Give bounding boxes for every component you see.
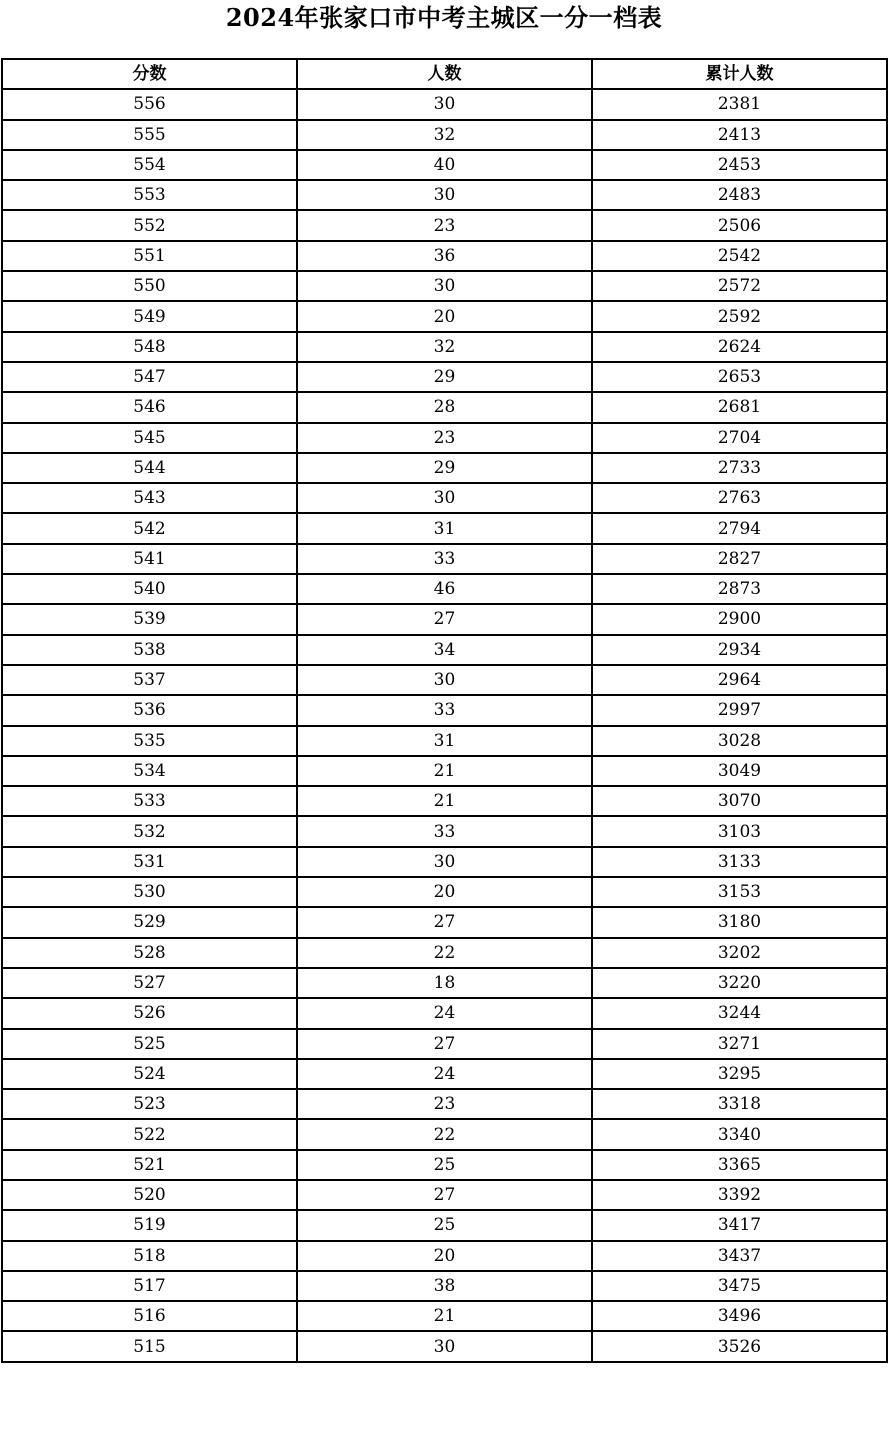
cell-cumulative: 3475 bbox=[592, 1271, 887, 1301]
cell-count: 27 bbox=[297, 1029, 592, 1059]
cell-count: 27 bbox=[297, 1180, 592, 1210]
table-row bbox=[2, 1301, 887, 1331]
cell-count: 20 bbox=[297, 877, 592, 907]
table-row bbox=[2, 1210, 887, 1240]
cell-cumulative: 3526 bbox=[592, 1331, 887, 1361]
cell-cumulative: 2763 bbox=[592, 483, 887, 513]
cell-score: 534 bbox=[2, 756, 297, 786]
table-row bbox=[2, 1271, 887, 1301]
cell-count: 27 bbox=[297, 907, 592, 937]
cell-cumulative: 2483 bbox=[592, 180, 887, 210]
cell-cumulative: 3244 bbox=[592, 998, 887, 1028]
table-row bbox=[2, 362, 887, 392]
cell-cumulative: 3340 bbox=[592, 1119, 887, 1149]
table-row bbox=[2, 968, 887, 998]
cell-count: 32 bbox=[297, 332, 592, 362]
cell-count: 21 bbox=[297, 1301, 592, 1331]
cell-score: 521 bbox=[2, 1150, 297, 1180]
cell-cumulative: 2964 bbox=[592, 665, 887, 695]
table-row bbox=[2, 392, 887, 422]
cell-score: 533 bbox=[2, 786, 297, 816]
cell-count: 27 bbox=[297, 604, 592, 634]
cell-score: 525 bbox=[2, 1029, 297, 1059]
cell-cumulative: 3392 bbox=[592, 1180, 887, 1210]
cell-cumulative: 2794 bbox=[592, 513, 887, 543]
table-row bbox=[2, 120, 887, 150]
table-row bbox=[2, 726, 887, 756]
cell-cumulative: 3028 bbox=[592, 726, 887, 756]
cell-count: 30 bbox=[297, 665, 592, 695]
cell-cumulative: 2934 bbox=[592, 635, 887, 665]
cell-score: 556 bbox=[2, 89, 297, 119]
table-header-row bbox=[2, 59, 887, 89]
cell-cumulative: 3070 bbox=[592, 786, 887, 816]
cell-score: 545 bbox=[2, 423, 297, 453]
cell-score: 551 bbox=[2, 241, 297, 271]
cell-count: 22 bbox=[297, 1119, 592, 1149]
cell-score: 546 bbox=[2, 392, 297, 422]
cell-score: 539 bbox=[2, 604, 297, 634]
table-row bbox=[2, 938, 887, 968]
cell-count: 28 bbox=[297, 392, 592, 422]
cell-count: 30 bbox=[297, 847, 592, 877]
cell-score: 542 bbox=[2, 513, 297, 543]
cell-count: 32 bbox=[297, 120, 592, 150]
cell-cumulative: 2704 bbox=[592, 423, 887, 453]
table-row bbox=[2, 1059, 887, 1089]
page-title: 2024年张家口市中考主城区一分一档表 bbox=[225, 3, 663, 32]
cell-count: 30 bbox=[297, 1331, 592, 1361]
cell-count: 22 bbox=[297, 938, 592, 968]
cell-cumulative: 3271 bbox=[592, 1029, 887, 1059]
table-row bbox=[2, 1241, 887, 1271]
cell-score: 548 bbox=[2, 332, 297, 362]
table-row bbox=[2, 877, 887, 907]
cell-cumulative: 2381 bbox=[592, 89, 887, 119]
score-distribution-table bbox=[1, 58, 888, 1363]
cell-count: 29 bbox=[297, 453, 592, 483]
cell-count: 23 bbox=[297, 210, 592, 240]
table-row bbox=[2, 786, 887, 816]
table-row bbox=[2, 483, 887, 513]
cell-cumulative: 2997 bbox=[592, 695, 887, 725]
cell-count: 33 bbox=[297, 695, 592, 725]
cell-cumulative: 3496 bbox=[592, 1301, 887, 1331]
table-row bbox=[2, 635, 887, 665]
cell-score: 536 bbox=[2, 695, 297, 725]
table-row bbox=[2, 180, 887, 210]
cell-cumulative: 3180 bbox=[592, 907, 887, 937]
cell-score: 537 bbox=[2, 665, 297, 695]
cell-cumulative: 2413 bbox=[592, 120, 887, 150]
cell-count: 46 bbox=[297, 574, 592, 604]
cell-score: 530 bbox=[2, 877, 297, 907]
cell-cumulative: 3133 bbox=[592, 847, 887, 877]
cell-cumulative: 2542 bbox=[592, 241, 887, 271]
table-row bbox=[2, 1089, 887, 1119]
table-row bbox=[2, 1331, 887, 1361]
header-score: 分数 bbox=[2, 59, 297, 89]
table-row bbox=[2, 423, 887, 453]
cell-score: 544 bbox=[2, 453, 297, 483]
table-row bbox=[2, 1119, 887, 1149]
table-row bbox=[2, 574, 887, 604]
cell-score: 531 bbox=[2, 847, 297, 877]
cell-cumulative: 2873 bbox=[592, 574, 887, 604]
cell-score: 529 bbox=[2, 907, 297, 937]
header-cumulative: 累计人数 bbox=[592, 59, 887, 89]
cell-score: 552 bbox=[2, 210, 297, 240]
table-row bbox=[2, 1150, 887, 1180]
cell-count: 24 bbox=[297, 998, 592, 1028]
cell-cumulative: 3417 bbox=[592, 1210, 887, 1240]
cell-cumulative: 2506 bbox=[592, 210, 887, 240]
cell-cumulative: 2827 bbox=[592, 544, 887, 574]
cell-cumulative: 2653 bbox=[592, 362, 887, 392]
table-body bbox=[2, 89, 887, 1361]
cell-count: 30 bbox=[297, 483, 592, 513]
table-row bbox=[2, 544, 887, 574]
cell-cumulative: 2624 bbox=[592, 332, 887, 362]
cell-count: 30 bbox=[297, 89, 592, 119]
table-row bbox=[2, 1029, 887, 1059]
cell-score: 553 bbox=[2, 180, 297, 210]
cell-score: 527 bbox=[2, 968, 297, 998]
cell-count: 40 bbox=[297, 150, 592, 180]
cell-count: 38 bbox=[297, 1271, 592, 1301]
cell-count: 34 bbox=[297, 635, 592, 665]
cell-count: 25 bbox=[297, 1150, 592, 1180]
cell-score: 532 bbox=[2, 816, 297, 846]
cell-score: 528 bbox=[2, 938, 297, 968]
cell-count: 29 bbox=[297, 362, 592, 392]
cell-cumulative: 3202 bbox=[592, 938, 887, 968]
cell-score: 515 bbox=[2, 1331, 297, 1361]
cell-score: 555 bbox=[2, 120, 297, 150]
cell-cumulative: 3049 bbox=[592, 756, 887, 786]
cell-count: 25 bbox=[297, 1210, 592, 1240]
cell-cumulative: 2900 bbox=[592, 604, 887, 634]
cell-score: 541 bbox=[2, 544, 297, 574]
table-row bbox=[2, 241, 887, 271]
table-row bbox=[2, 89, 887, 119]
table-row bbox=[2, 210, 887, 240]
cell-score: 519 bbox=[2, 1210, 297, 1240]
table-row bbox=[2, 847, 887, 877]
cell-cumulative: 2733 bbox=[592, 453, 887, 483]
cell-score: 535 bbox=[2, 726, 297, 756]
table-row bbox=[2, 271, 887, 301]
cell-cumulative: 3220 bbox=[592, 968, 887, 998]
cell-score: 524 bbox=[2, 1059, 297, 1089]
cell-count: 20 bbox=[297, 301, 592, 331]
cell-score: 547 bbox=[2, 362, 297, 392]
table-row bbox=[2, 695, 887, 725]
cell-count: 24 bbox=[297, 1059, 592, 1089]
cell-score: 518 bbox=[2, 1241, 297, 1271]
cell-score: 549 bbox=[2, 301, 297, 331]
cell-count: 31 bbox=[297, 726, 592, 756]
table-row bbox=[2, 301, 887, 331]
cell-cumulative: 3153 bbox=[592, 877, 887, 907]
cell-score: 516 bbox=[2, 1301, 297, 1331]
cell-cumulative: 3365 bbox=[592, 1150, 887, 1180]
table-row bbox=[2, 998, 887, 1028]
table-row bbox=[2, 453, 887, 483]
cell-count: 21 bbox=[297, 786, 592, 816]
cell-cumulative: 2453 bbox=[592, 150, 887, 180]
cell-score: 550 bbox=[2, 271, 297, 301]
cell-count: 36 bbox=[297, 241, 592, 271]
cell-count: 30 bbox=[297, 180, 592, 210]
cell-count: 20 bbox=[297, 1241, 592, 1271]
cell-cumulative: 2681 bbox=[592, 392, 887, 422]
cell-score: 520 bbox=[2, 1180, 297, 1210]
cell-cumulative: 2592 bbox=[592, 301, 887, 331]
cell-count: 33 bbox=[297, 544, 592, 574]
table-row bbox=[2, 756, 887, 786]
cell-score: 554 bbox=[2, 150, 297, 180]
cell-count: 33 bbox=[297, 816, 592, 846]
cell-count: 21 bbox=[297, 756, 592, 786]
table-row bbox=[2, 665, 887, 695]
cell-score: 523 bbox=[2, 1089, 297, 1119]
header-count: 人数 bbox=[297, 59, 592, 89]
table-row bbox=[2, 513, 887, 543]
cell-cumulative: 3437 bbox=[592, 1241, 887, 1271]
table-row bbox=[2, 907, 887, 937]
table-row bbox=[2, 150, 887, 180]
cell-cumulative: 2572 bbox=[592, 271, 887, 301]
cell-score: 522 bbox=[2, 1119, 297, 1149]
cell-score: 526 bbox=[2, 998, 297, 1028]
table-row bbox=[2, 816, 887, 846]
cell-count: 31 bbox=[297, 513, 592, 543]
cell-count: 23 bbox=[297, 423, 592, 453]
table-row bbox=[2, 604, 887, 634]
cell-cumulative: 3318 bbox=[592, 1089, 887, 1119]
cell-cumulative: 3103 bbox=[592, 816, 887, 846]
cell-count: 30 bbox=[297, 271, 592, 301]
cell-score: 543 bbox=[2, 483, 297, 513]
cell-score: 517 bbox=[2, 1271, 297, 1301]
cell-score: 540 bbox=[2, 574, 297, 604]
cell-count: 18 bbox=[297, 968, 592, 998]
cell-cumulative: 3295 bbox=[592, 1059, 887, 1089]
table-row bbox=[2, 1180, 887, 1210]
table-row bbox=[2, 332, 887, 362]
cell-count: 23 bbox=[297, 1089, 592, 1119]
cell-score: 538 bbox=[2, 635, 297, 665]
